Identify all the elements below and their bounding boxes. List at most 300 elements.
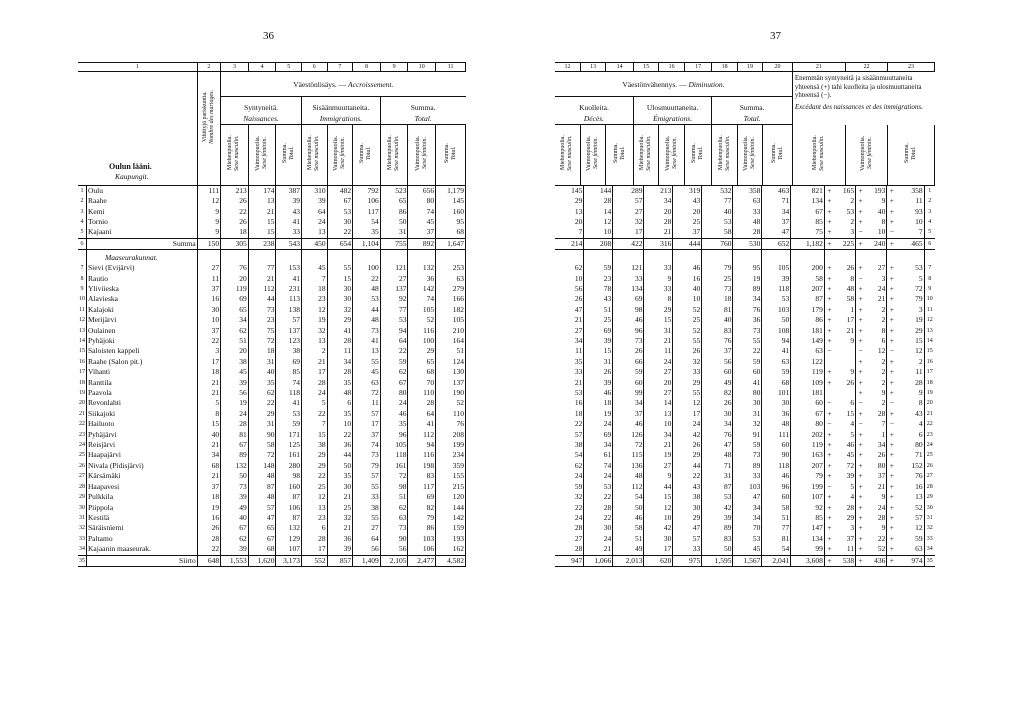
cell-value: 72 [613, 440, 644, 450]
sign-value: + [827, 206, 832, 216]
cell-value: 96 [762, 482, 791, 492]
total-label-fr: Total. [414, 113, 432, 123]
table-row [555, 207, 935, 217]
cell-value: 134 [791, 196, 825, 206]
cell-value: 41 [276, 217, 302, 227]
cell-value: 68 [197, 461, 220, 471]
excess-value [834, 357, 856, 367]
female-label-fr: Sexe féminin. [421, 137, 428, 170]
cell-value: 1,567 [733, 555, 762, 566]
births-label: Syntyneitä. [244, 103, 279, 113]
table-row [555, 185, 935, 196]
cell-value: 208 [584, 238, 613, 249]
table-row [78, 196, 466, 206]
sign-value: + [858, 481, 863, 491]
cell-value: 12 [584, 217, 613, 227]
excess-value: 45 [834, 450, 856, 460]
cell-value: 22 [353, 274, 381, 284]
cell-value: 174 [248, 185, 276, 196]
cell-value: 532 [702, 185, 733, 196]
cell-value: 44 [673, 461, 702, 471]
cell-value: 41 [276, 274, 302, 284]
column-number: 5 [276, 63, 302, 72]
excess-value: 40 [865, 207, 887, 217]
row-number: 20 [924, 398, 935, 408]
cell-value: 21 [584, 544, 613, 555]
cell-value: 108 [762, 326, 791, 336]
table-row [555, 523, 935, 533]
cell-value: 76 [221, 263, 249, 273]
cell-value: 90 [762, 450, 791, 460]
cell-value: 55 [353, 357, 381, 367]
cell-value: 45 [221, 367, 249, 377]
cell-value: 26 [555, 294, 584, 304]
cell-value: 215 [436, 482, 466, 492]
cell-value: 20 [555, 217, 584, 227]
cell-value: 9 [197, 227, 220, 238]
table-row [555, 513, 935, 523]
row-label: Haapajärvi [87, 450, 198, 460]
cell-value: 94 [380, 326, 408, 336]
left-page-table: 1 2 3 4 5 6 7 8 9 10 11 Oulun lääni. Kaupungit. Vihittyjä pariskuntia. Nombre des mariages. Väestönlisäys. — Accroissement. Syntyneitä. Naissances. Sisäänmuuttaneita. Immigrations. Summa. Total. Miehenpuolia. Sexe masculin. Vaimonpuolia. Sexe féminin. Summa. Total. Miehenpuolia. Sexe masculin. Vaimonpuolia. Sexe féminin. Summa. Total. Miehenpuolia. Sexe masculin. Vaimonpuolia. Sexe féminin. Summa. Total. 1 Oulu 111 213 174 387 310 482 792 523 656 1,179 2 Raahe 12 26 13 39 39 67 106 65 80 145 3 Kemi 9 22 21 43 64 53 117 86 74 160 4 Tornio 9 26 15 41 24 30 54 50 45 95 5 Kajaani 9 18 15 33 13 22 35 31 37 68 6 Summa 150 305 238 543 450 654 1,104 755 892 1,647 Maaseurakunnat. 7 Sievi (Evijärvi) 27 76 77 153 45 55 100 121 132 253 8 Rautio 11 20 21 41 7 15 22 27 36 63 9 Yliviieska 37 119 112 231 18 30 48 137 142 279 10 Alavieska 16 69 44 113 23 30 53 92 74 166 11 Kalajoki 30 65 73 138 12 32 44 77 105 182 12 Merijärvi 10 34 23 57 19 29 48 53 52 105 13 Oulainen 37 62 75 137 32 41 73 94 116 210 14 Pyhäjoki 22 51 72 123 13 28 41 64 100 164 15 Saloisten kappeli 3 20 18 38 2 11 13 22 29 51 16 Raahe (Salon pit.) 17 38 31 69 21 34 55 59 65 124 17 Vihanti 18 45 40 85 17 28 45 62 68 130 18 Ranttila 21 39 35 74 28 35 63 67 70 137 19 Paavola 21 56 62 118 24 48 72 80 110 190 20 Revonlahti 5 19 22 41 5 6 11 24 28 52 21 Siikajoki 8 24 29 53 22 35 57 46 64 110 22 Hailuoto 15 28 31 59 7 10 17 35 41 76 23 Pyhäjärvi 40 81 90 171 15 22 37 96 112 208 24 Reisjärvi 21 67 58 125 38 36 74 105 94 199 25 Haapajärvi 34 89 72 161 29 44 73 118 116 234 26 Nivala (Pidisjärvi) 68 132 148 280 29 50 79 161 198 359 27 Kärsämäki 21 50 48 98 22 35 57 72 83 155 28 Haapavesi 37 73 87 160 25 30 55 98 117 215 29 Pulkkila 18 39 48 87 12 21 33 51 69 120 30 Piippola 19 49 57 106 13 25 38 62 82 144 31 Kestilä 16 40 47 87 23 32 55 63 79 142 32 Säräisniemi 26 67 65 132 6 21 27 73 86 159 33 Paltamo 28 62 67 129 28 36 64 90 103 193 34 Kajaanin maaseurak. 22 39 68 107 17 39 56 56 106 162 35 Siirto 648 1,553 1,620 3,173 552 857 1,409 2,105 2,477 4,582 [78, 62, 466, 691]
cell-value: 59 [276, 419, 302, 429]
cell-value: 46 [613, 513, 644, 523]
row-number: 35 [924, 555, 935, 566]
cell-value: 42 [702, 503, 733, 513]
row-label: Revonlahti [87, 398, 198, 408]
column-number: 12 [555, 63, 580, 72]
cell-value: 22 [733, 346, 762, 356]
sign-value: + [858, 460, 863, 470]
table-row [78, 294, 466, 304]
cell-value: 28 [644, 217, 673, 227]
cell-value: 2 [302, 346, 328, 356]
cell-value: 47 [673, 523, 702, 533]
decrease-title-fr: Diminution. [688, 80, 725, 89]
row-label: Paltamo [87, 534, 198, 544]
cell-value: 305 [221, 238, 249, 249]
table-row [78, 523, 466, 533]
cell-value: 34 [197, 450, 220, 460]
female-label-fr: Sexe féminin. [262, 137, 269, 170]
row-label: Saloisten kappeli [87, 346, 198, 356]
cell-value: 87 [702, 482, 733, 492]
excess-value: 8 [865, 326, 887, 336]
cell-value: 64 [302, 207, 328, 217]
row-number: 14 [78, 336, 87, 346]
excess-label-fr: Excédant des naissances et des immigrations. [794, 102, 923, 111]
cell-value: 118 [762, 284, 791, 294]
sign-value: + [858, 544, 863, 554]
cell-value: 98 [276, 471, 302, 481]
row-number: 8 [78, 274, 87, 284]
sign-value: + [858, 440, 863, 450]
cell-value: 164 [436, 336, 466, 346]
cell-value: 56 [555, 284, 584, 294]
cell-value: 24 [644, 357, 673, 367]
cell-value: 87 [248, 482, 276, 492]
cell-value: 56 [221, 388, 249, 398]
column-number: 14 [606, 63, 634, 72]
row-number: 13 [924, 326, 935, 336]
row-number: 19 [924, 388, 935, 398]
cell-value: 17 [644, 544, 673, 555]
cell-value: 26 [584, 367, 613, 377]
excess-value: 2 [865, 378, 887, 388]
cell-value: 48 [733, 217, 762, 227]
cell-value: 74 [353, 440, 381, 450]
row-number: 33 [78, 534, 87, 544]
excess-value: 37 [865, 471, 887, 481]
cell-value: 79 [791, 471, 825, 481]
cell-value: 64 [353, 534, 381, 544]
cell-value: 18 [302, 284, 328, 294]
cell-value: 75 [248, 326, 276, 336]
excess-value: 1 [834, 305, 856, 315]
cell-value: 73 [353, 450, 381, 460]
cell-value: 51 [613, 534, 644, 544]
cell-value: 153 [276, 263, 302, 273]
sum-label-fr: Total. [288, 146, 295, 161]
cell-value: 116 [408, 326, 436, 336]
cell-value: 123 [276, 336, 302, 346]
deaths-label: Kuolleita. [579, 103, 609, 113]
cell-value: 100 [408, 336, 436, 346]
sign-value: + [827, 523, 832, 533]
cell-value: 49 [702, 378, 733, 388]
excess-value: 6 [865, 336, 887, 346]
male-label-fr: Sexe masculin. [818, 134, 825, 171]
row-label: Pyhäjoki [87, 336, 198, 346]
row-label: Nivala (Pidisjärvi) [87, 461, 198, 471]
cell-value: 71 [702, 461, 733, 471]
cell-value: 162 [436, 544, 466, 555]
row-label: Summa [87, 238, 198, 249]
cell-value: 28 [408, 398, 436, 408]
cell-value: 48 [327, 388, 353, 398]
cell-value: 48 [762, 419, 791, 429]
cell-value: 22 [221, 207, 249, 217]
rural-heading: Maaseurakunnat. [87, 250, 198, 264]
sign-value: + [827, 367, 832, 377]
cell-value: 73 [248, 305, 276, 315]
sum-label: Summa. [770, 143, 777, 164]
cell-value: 105 [436, 315, 466, 325]
table-row [555, 294, 935, 304]
cell-value: 27 [644, 388, 673, 398]
cell-value: 44 [327, 450, 353, 460]
cell-value: 15 [644, 492, 673, 502]
table-row [555, 284, 935, 294]
cell-value: 32 [673, 357, 702, 367]
excess-value: 46 [834, 440, 856, 450]
excess-value: 11 [834, 544, 856, 555]
sign-value: + [858, 206, 863, 216]
cell-value: 39 [762, 274, 791, 284]
cell-value: 92 [380, 294, 408, 304]
cell-value: 58 [791, 274, 825, 284]
sign-value: + [827, 185, 832, 195]
excess-value: 26 [834, 263, 856, 273]
cell-value: 50 [221, 471, 249, 481]
column-number: 10 [408, 63, 436, 72]
cell-value: 523 [380, 185, 408, 196]
cell-value: 1,182 [791, 238, 825, 249]
cell-value: 19 [197, 503, 220, 513]
cell-value: 37 [408, 227, 436, 238]
cell-value: 74 [408, 207, 436, 217]
table-row [78, 315, 466, 325]
table-row [555, 326, 935, 336]
cell-value: 73 [733, 326, 762, 336]
cell-value: 31 [380, 227, 408, 238]
cell-value: 35 [380, 419, 408, 429]
cell-value: 26 [197, 523, 220, 533]
sign-value: + [827, 460, 832, 470]
cell-value: 13 [248, 196, 276, 206]
excess-value: 9 [865, 196, 887, 206]
male-label-fr: Sexe masculin. [646, 135, 653, 172]
cell-value: 132 [221, 461, 249, 471]
row-number: 10 [924, 294, 935, 304]
row-label: Paavola [87, 388, 198, 398]
cell-value: 129 [276, 534, 302, 544]
cell-value: 34 [644, 430, 673, 440]
table-row [78, 450, 466, 460]
row-label: Raahe (Salon pit.) [87, 357, 198, 367]
cell-value: 137 [276, 326, 302, 336]
excess-value: 6 [834, 398, 856, 408]
excess-value: 52 [896, 503, 924, 513]
excess-value: 165 [834, 185, 856, 196]
table-row [78, 326, 466, 336]
cell-value: 53 [276, 409, 302, 419]
cell-value: 18 [555, 409, 584, 419]
sign-value: + [858, 408, 863, 418]
cell-value: 444 [673, 238, 702, 249]
sign-value: + [858, 263, 863, 273]
sign-value: + [889, 304, 895, 314]
cell-value: 18 [197, 367, 220, 377]
cell-value: 59 [584, 263, 613, 273]
cell-value: 76 [702, 336, 733, 346]
sign-value: + [858, 471, 863, 481]
cell-value: 122 [791, 357, 825, 367]
cell-value: 27 [353, 523, 381, 533]
sign-value: + [858, 315, 863, 325]
cell-value: 124 [436, 357, 466, 367]
excess-value: 29 [834, 513, 856, 523]
sign-value: + [858, 388, 863, 398]
cell-value: 21 [327, 492, 353, 502]
sign-value: + [889, 450, 895, 460]
excess-value: 9 [834, 336, 856, 346]
row-number: 16 [78, 357, 87, 367]
cell-value: 27 [613, 207, 644, 217]
male-label: Miehenpuolia. [387, 135, 394, 171]
cell-value: 55 [353, 482, 381, 492]
cell-value: 2,041 [762, 555, 791, 566]
excess-value: 9 [896, 388, 924, 398]
sum-label-fr: Total. [777, 146, 784, 161]
cell-value: 57 [555, 430, 584, 440]
cell-value: 86 [408, 523, 436, 533]
cell-value: 21 [248, 274, 276, 284]
cell-value: 78 [584, 284, 613, 294]
cell-value: 35 [555, 357, 584, 367]
cell-value: 120 [436, 492, 466, 502]
row-number: 31 [78, 513, 87, 523]
cell-value: 25 [327, 503, 353, 513]
cell-value: 57 [248, 503, 276, 513]
cell-value: 40 [702, 315, 733, 325]
cell-value: 113 [276, 294, 302, 304]
row-label: Kärsämäki [87, 471, 198, 481]
cell-value: 37 [197, 284, 220, 294]
sum-label: Summa. [691, 143, 698, 164]
sign-value: + [827, 315, 832, 325]
cell-value: 107 [791, 492, 825, 502]
excess-value: 5 [834, 482, 856, 492]
cell-value: 55 [733, 336, 762, 346]
cell-value: 37 [197, 482, 220, 492]
cell-value: 821 [791, 185, 825, 196]
excess-value: 11 [896, 367, 924, 377]
male-label: Miehenpuolia. [307, 135, 314, 171]
cell-value: 214 [555, 238, 584, 249]
cell-value: 41 [408, 419, 436, 429]
cell-value: 18 [702, 294, 733, 304]
cell-value: 11 [353, 398, 381, 408]
excess-value: 76 [896, 471, 924, 481]
cell-value: 57 [353, 471, 381, 481]
cell-value: 55 [673, 336, 702, 346]
sign-value: + [827, 544, 832, 554]
table-row [78, 378, 466, 388]
cell-value: 44 [353, 305, 381, 315]
cell-value: 47 [248, 513, 276, 523]
cell-value: 18 [221, 227, 249, 238]
cell-value: 33 [613, 274, 644, 284]
cell-value: 79 [408, 513, 436, 523]
cell-value: 46 [673, 263, 702, 273]
cell-value: 29 [555, 196, 584, 206]
cell-value: 16 [555, 398, 584, 408]
table-row [555, 419, 935, 429]
cell-value: 17 [302, 544, 328, 555]
cell-value: 28 [327, 336, 353, 346]
cell-value: 53 [584, 482, 613, 492]
table-row [555, 238, 935, 249]
cell-value: 77 [762, 523, 791, 533]
cell-value: 21 [248, 207, 276, 217]
cell-value: 9 [644, 274, 673, 284]
sign-value: + [827, 294, 832, 304]
sign-value: + [858, 492, 863, 502]
sign-value: − [827, 346, 832, 356]
cell-value: 21 [197, 388, 220, 398]
cell-value: 160 [436, 207, 466, 217]
cell-value: 20 [221, 274, 249, 284]
cell-value: 39 [221, 378, 249, 388]
cell-value: 46 [762, 471, 791, 481]
cell-value: 30 [197, 305, 220, 315]
row-number: 11 [78, 305, 87, 315]
sign-value: + [858, 216, 863, 226]
cell-value: 2,013 [613, 555, 644, 566]
sign-value: − [827, 481, 832, 491]
row-number: 29 [924, 492, 935, 502]
male-label-fr: Sexe masculin. [724, 135, 731, 172]
cell-value: 31 [644, 326, 673, 336]
row-label: Yliviieska [87, 284, 198, 294]
cell-value: 126 [613, 430, 644, 440]
excess-value: 53 [896, 263, 924, 273]
row-label: Siirto [87, 555, 198, 566]
sign-value: + [889, 356, 895, 366]
cell-value: 17 [613, 227, 644, 238]
cell-value: 42 [644, 523, 673, 533]
sign-value: + [827, 283, 832, 293]
cell-value: 142 [436, 513, 466, 523]
cell-value: 10 [673, 294, 702, 304]
sign-value: + [827, 440, 832, 450]
cell-value: 289 [613, 185, 644, 196]
cell-value: 68 [762, 378, 791, 388]
cell-value: 63 [380, 513, 408, 523]
sign-value: + [827, 471, 832, 481]
sign-value: + [827, 492, 832, 502]
table-row [78, 482, 466, 492]
row-number: 5 [924, 227, 935, 238]
cell-value: 280 [276, 461, 302, 471]
cell-value: 150 [197, 238, 220, 249]
cell-value: 148 [248, 461, 276, 471]
cell-value: 31 [584, 357, 613, 367]
cell-value: 11 [327, 346, 353, 356]
table-row [555, 367, 935, 377]
cell-value: 24 [555, 471, 584, 481]
table-row [78, 227, 466, 238]
page-number-left: 36 [263, 30, 274, 42]
cell-value: 111 [197, 185, 220, 196]
row-label: Reisjärvi [87, 440, 198, 450]
table-row [555, 346, 935, 356]
excess-value: 193 [865, 185, 887, 196]
cell-value: 279 [436, 284, 466, 294]
cell-value: 463 [762, 185, 791, 196]
cell-value: 73 [613, 336, 644, 346]
cell-value: 115 [613, 450, 644, 460]
excess-value: 59 [896, 534, 924, 544]
excess-value: 2 [834, 196, 856, 206]
sign-value: + [827, 304, 832, 314]
cell-value: 163 [791, 450, 825, 460]
sign-value: + [889, 512, 895, 522]
cell-value: 21 [197, 440, 220, 450]
table-row [555, 534, 935, 544]
cell-value: 103 [762, 305, 791, 315]
sign-value: + [827, 273, 832, 283]
marriages-label: Vihittyjä pariskuntia. [201, 91, 208, 143]
cell-value: 69 [584, 430, 613, 440]
cell-value: 24 [584, 534, 613, 544]
row-label: Vihanti [87, 367, 198, 377]
cell-value: 73 [733, 450, 762, 460]
table-row [555, 492, 935, 502]
sign-value: + [889, 283, 895, 293]
cell-value: 213 [644, 185, 673, 196]
